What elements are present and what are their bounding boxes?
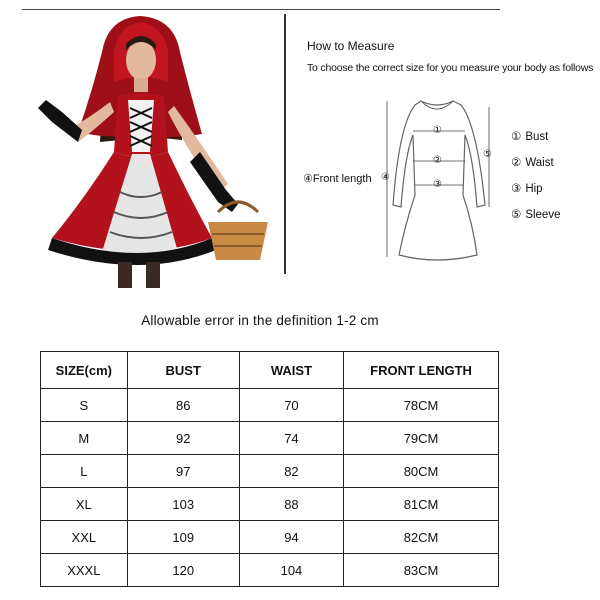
cell-size: XL [41,488,128,521]
legend-number: ② [511,157,522,169]
cell-size: S [41,389,128,422]
cell-waist: 94 [239,521,343,554]
how-to-measure-subtitle: To choose the correct size for you measure your body as follows [307,62,594,74]
allowable-error-caption: Allowable error in the definition 1-2 cm [141,313,379,328]
cell-front-length: 80CM [344,455,499,488]
table-header-row [41,352,499,389]
cell-size: L [41,455,128,488]
cell-front-length: 83CM [344,554,499,587]
legend-number: ③ [511,183,522,195]
cell-bust: 120 [127,554,239,587]
cell-front-length: 78CM [344,389,499,422]
table-row [41,521,499,554]
marker-sleeve: ⑤ [483,149,492,160]
cell-front-length: 81CM [344,488,499,521]
legend-number: ⑤ [511,209,522,221]
header-waist: WAIST [239,352,343,389]
legend-label: Bust [525,131,549,143]
product-photo [22,12,270,288]
cell-size: XXL [41,521,128,554]
size-chart-table [40,351,499,587]
how-to-measure-title: How to Measure [307,39,395,53]
cell-front-length: 79CM [344,422,499,455]
marker-waist: ② [433,155,442,166]
table-row [41,488,499,521]
cell-bust: 92 [127,422,239,455]
cell-waist: 88 [239,488,343,521]
legend-label: Waist [525,157,554,169]
table-row [41,389,499,422]
table-row [41,422,499,455]
cell-bust: 97 [127,455,239,488]
vertical-divider [284,14,286,274]
legend-item [511,176,560,202]
marker-hip: ③ [433,179,442,190]
measure-legend [511,124,560,228]
table-row [41,455,499,488]
marker-front-length: ④ [381,172,390,183]
top-rule [22,9,500,10]
front-length-label: ④Front length [303,173,372,185]
cell-waist: 74 [239,422,343,455]
cell-front-length: 82CM [344,521,499,554]
legend-item [511,124,560,150]
table-row [41,554,499,587]
header-size: SIZE(cm) [41,352,128,389]
cell-size: M [41,422,128,455]
header-bust: BUST [127,352,239,389]
cell-bust: 103 [127,488,239,521]
legend-item [511,150,560,176]
cell-waist: 82 [239,455,343,488]
cell-bust: 109 [127,521,239,554]
legend-label: Hip [525,183,543,195]
cell-waist: 104 [239,554,343,587]
legend-number: ① [511,131,522,143]
cell-bust: 86 [127,389,239,422]
header-front-length: FRONT LENGTH [344,352,499,389]
cell-size: XXXL [41,554,128,587]
cell-waist: 70 [239,389,343,422]
legend-item [511,202,560,228]
marker-bust: ① [433,125,442,136]
legend-label: Sleeve [525,209,561,221]
